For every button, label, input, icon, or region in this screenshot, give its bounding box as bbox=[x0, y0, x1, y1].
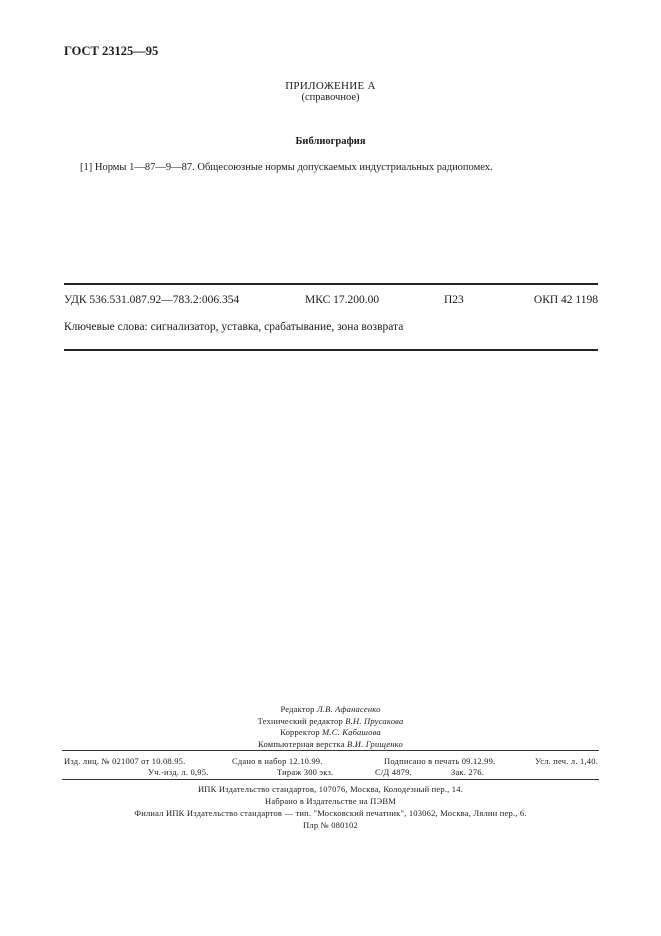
imprint-sd: С/Д 4879. bbox=[375, 767, 412, 777]
keywords: Ключевые слова: сигнализатор, уставка, срабатывание, зона возврата bbox=[64, 321, 404, 333]
imprint-sent: Сдано в набор 12.10.99. bbox=[232, 756, 323, 766]
publisher-address: ИПК Издательство стандартов, 107076, Москва, Колодезный пер., 14. bbox=[197, 784, 464, 794]
imprint-bottom-rule bbox=[62, 779, 599, 780]
imprint-order: Зак. 276. bbox=[451, 767, 485, 777]
appendix-title: ПРИЛОЖЕНИЕ А bbox=[285, 80, 376, 92]
mks-code: МКС 17.200.00 bbox=[305, 294, 380, 306]
imprint-signed: Подписано в печать 09.12.99. bbox=[384, 756, 496, 766]
udk-code: УДК 536.531.087.92—783.2:006.354 bbox=[64, 294, 240, 306]
credit-tech-editor: Технический редактор В.Н. Прусакова bbox=[257, 715, 404, 726]
classification-bottom-rule bbox=[64, 349, 598, 351]
credit-corrector: Корректор М.С. Кабашова bbox=[280, 727, 381, 737]
imprint-top-rule bbox=[62, 750, 599, 751]
printer-address: Филиал ИПК Издательство стандартов — тип. "Московский печатник", 103062, Москва, Лялин пер., 6. bbox=[134, 808, 527, 818]
imprint-license: Изд. лиц. № 021007 от 10.08.95. bbox=[64, 756, 186, 766]
typeset-note: Набрано в Издательстве на ПЭВМ bbox=[265, 796, 396, 806]
okp-code: ОКП 42 1198 bbox=[533, 294, 598, 306]
group-code: П23 bbox=[444, 294, 464, 306]
license-number: Плр № 080102 bbox=[303, 820, 358, 830]
document-code: ГОСТ 23125—95 bbox=[64, 44, 159, 58]
bibliography-title: Библиография bbox=[295, 136, 366, 147]
credits-block bbox=[0, 704, 661, 750]
imprint-run: Тираж 300 экз. bbox=[277, 767, 334, 777]
imprint-print-sheets: Усл. печ. л. 1,40. bbox=[535, 756, 598, 766]
imprint-edit-sheets: Уч.-изд. л. 0,95. bbox=[148, 767, 209, 777]
credit-layout: Компьютерная верстка В.И. Грищенко bbox=[258, 738, 403, 749]
credit-editor: Редактор Л.В. Афанасенко bbox=[280, 704, 381, 714]
bibliography-item: [1] Нормы 1—87—9—87. Общесоюзные нормы допускаемых индустриальных радиопомех. bbox=[80, 162, 493, 173]
classification-top-rule bbox=[64, 283, 598, 285]
appendix-subtitle: (справочное) bbox=[301, 92, 360, 103]
